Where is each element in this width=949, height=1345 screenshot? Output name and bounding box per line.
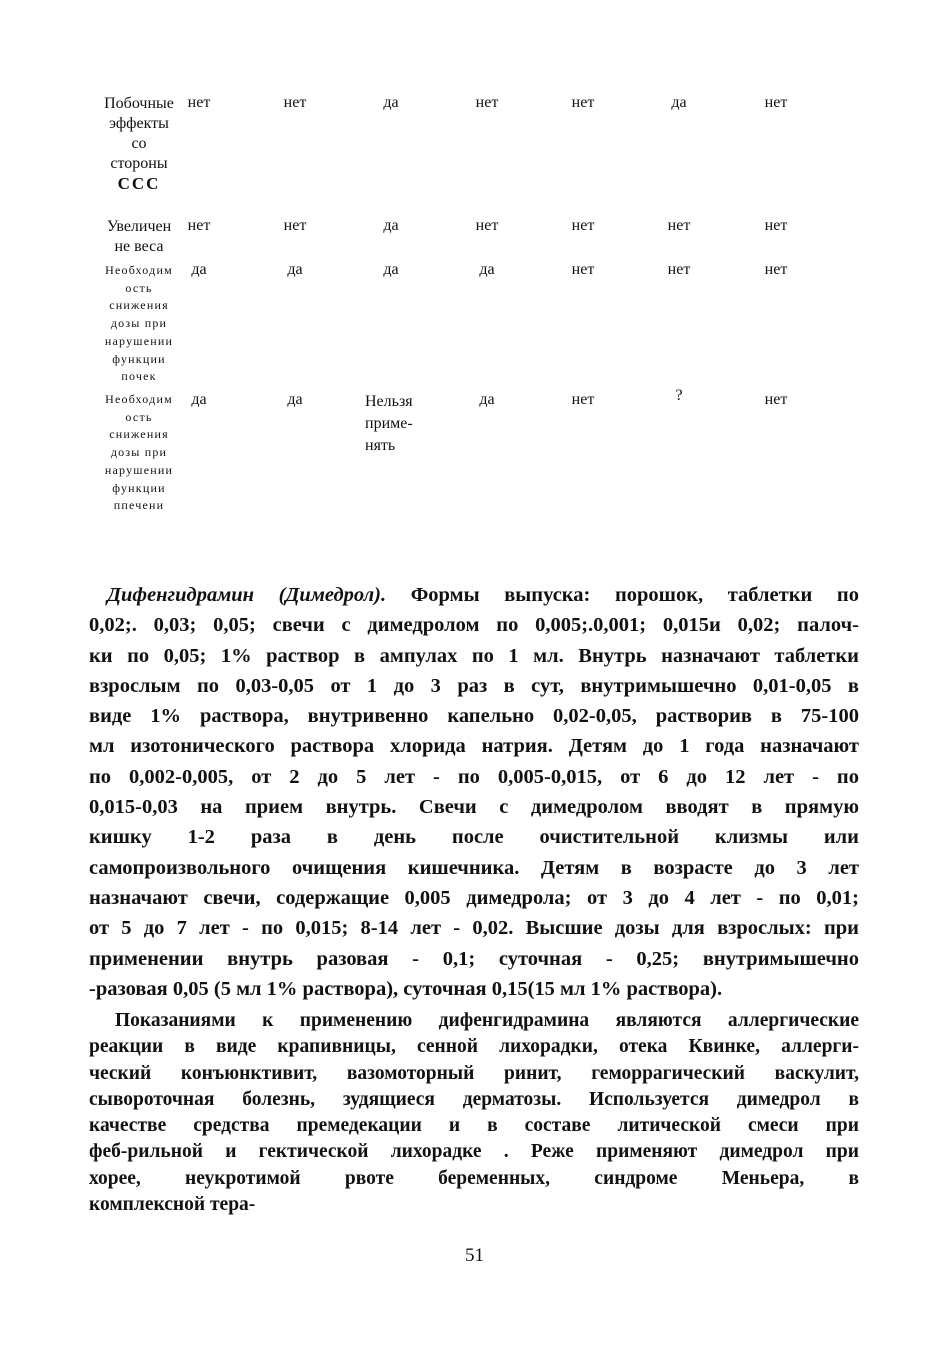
table-cell: да: [671, 94, 687, 111]
text-line: по 0,002-0,005, от 2 до 5 лет - по 0,005-0,015, от 6 до 12 лет - по: [89, 765, 859, 788]
text-line: ки по 0,05; 1% раствор в ампулах по 1 мл. Внутрь назначают таблетки: [89, 644, 859, 667]
label-line: стороны: [110, 155, 168, 172]
text-line: мл изотонического раствора хлорида натрия. Детям до 1 года назначают: [89, 735, 859, 758]
text-line: самопроизвольного очищения кишечника. Детям в возрасте до 3 лет: [89, 856, 859, 879]
table-cell: нет: [571, 391, 595, 408]
text-line: от 5 до 7 лет - по 0,015; 8-14 лет - 0,02. Высшие дозы для взрослых: при: [89, 917, 859, 940]
table-cell: нет: [283, 94, 307, 111]
table-cell: нет: [187, 217, 211, 234]
text-line: взрослым по 0,03-0,05 от 1 до 3 раз в сут, внутримышечно 0,01-0,05 в: [89, 674, 859, 697]
table-cell: да: [479, 391, 495, 408]
table-cell: да: [191, 261, 207, 278]
text-line: Показаниями к применению дифенгидрамина являются аллергические: [115, 1010, 859, 1031]
label-line: Побочные: [104, 95, 174, 112]
label-line: снижения: [109, 427, 169, 442]
text-line: комплексной тера-: [89, 1194, 256, 1216]
text-line: реакции в виде крапивницы, сенной лихорадки, отека Квинке, аллерги-: [89, 1036, 859, 1058]
cell-line: Нельзя: [365, 393, 413, 410]
text-line: феб-рильной и гектической лихорадке . Реже применяют димедрол при: [89, 1141, 859, 1163]
text-line: хорее, неукротимой рвоте беременных, синдроме Меньера, в: [89, 1167, 859, 1189]
text-span: Формы выпуска: порошок, таблетки по: [386, 584, 859, 606]
paragraph-diphenhydramine: [89, 580, 859, 1004]
text-line: применении внутрь разовая - 0,1; суточная - 0,25; внутримышечно: [89, 947, 859, 970]
drug-name: Дифенгидрамин (Димедрол).: [107, 584, 387, 606]
page-number: 51: [465, 1245, 484, 1266]
text-line: -разовая 0,05 (5 мл 1% раствора), суточная 0,15(15 мл 1% раствора).: [89, 977, 723, 1000]
table-cell: нет: [764, 217, 788, 234]
text-line: ческий конъюнктивит, вазомоторный ринит, геморрагический васкулит,: [89, 1062, 859, 1084]
label-line: ость: [125, 280, 153, 295]
label-line: почек: [121, 369, 157, 384]
label-line: нарушении: [104, 333, 174, 348]
table-cell: да: [287, 391, 303, 408]
paragraph-indications: [89, 1008, 859, 1218]
table-cell: нет: [667, 261, 691, 278]
label-line: ппечени: [113, 498, 165, 513]
label-line: Необходим: [105, 392, 173, 406]
label-line: дозы при: [110, 445, 168, 460]
table-cell: да: [383, 94, 399, 111]
table-cell: да: [383, 217, 399, 234]
label-line: со: [131, 135, 147, 152]
table-cell: нет: [571, 261, 595, 278]
table-cell: нет: [475, 217, 499, 234]
label-line: функции: [112, 351, 166, 366]
table-cell: нет: [667, 217, 691, 234]
text-line: 0,015-0,03 на прием внутрь. Свечи с димедролом вводят в прямую: [89, 796, 859, 819]
text-line: сывороточная болезнь, зудящиеся дерматозы. Используется димедрол в: [89, 1088, 859, 1110]
table-cell: [365, 391, 435, 457]
table-cell: нет: [764, 94, 788, 111]
label-line-bold: ССС: [117, 174, 161, 193]
cell-line: нять: [365, 437, 396, 454]
text-line: [89, 580, 859, 610]
label-line: нарушении: [104, 462, 174, 477]
table-cell: нет: [764, 261, 788, 278]
cell-line: приме-: [365, 415, 413, 432]
table-cell: нет: [764, 391, 788, 408]
table-cell: ?: [675, 387, 683, 404]
text-line: кишку 1-2 раза в день после очистительной клизмы или: [89, 826, 859, 849]
table-cell: нет: [187, 94, 211, 111]
label-line: не веса: [114, 238, 164, 255]
text-line: назначают свечи, содержащие 0,005 димедрола; от 3 до 4 лет - по 0,01;: [89, 886, 859, 909]
table-cell: нет: [475, 94, 499, 111]
text-line: качестве средства премедекации и в составе литической смеси при: [89, 1115, 859, 1137]
label-line: эффекты: [109, 115, 169, 132]
table-cell: да: [383, 261, 399, 278]
row-label: [92, 391, 186, 515]
text-line: виде 1% раствора, внутривенно капельно 0,02-0,05, растворив в 75-100: [89, 705, 859, 728]
label-line: ость: [125, 409, 153, 424]
label-line: дозы при: [110, 316, 168, 331]
table-cell: да: [191, 391, 207, 408]
table-cell: нет: [571, 94, 595, 111]
label-line: снижения: [109, 298, 169, 313]
table-cell: нет: [571, 217, 595, 234]
row-label: [92, 262, 186, 386]
label-line: Необходим: [105, 263, 173, 277]
table-cell: нет: [283, 217, 307, 234]
text-line: 0,02;. 0,03; 0,05; свечи с димедролом по 0,005;.0,001; 0,015и 0,02; палоч-: [89, 614, 859, 637]
table-cell: да: [479, 261, 495, 278]
table-cell: да: [287, 261, 303, 278]
label-line: функции: [112, 480, 166, 495]
label-line: Увеличен: [106, 218, 172, 235]
